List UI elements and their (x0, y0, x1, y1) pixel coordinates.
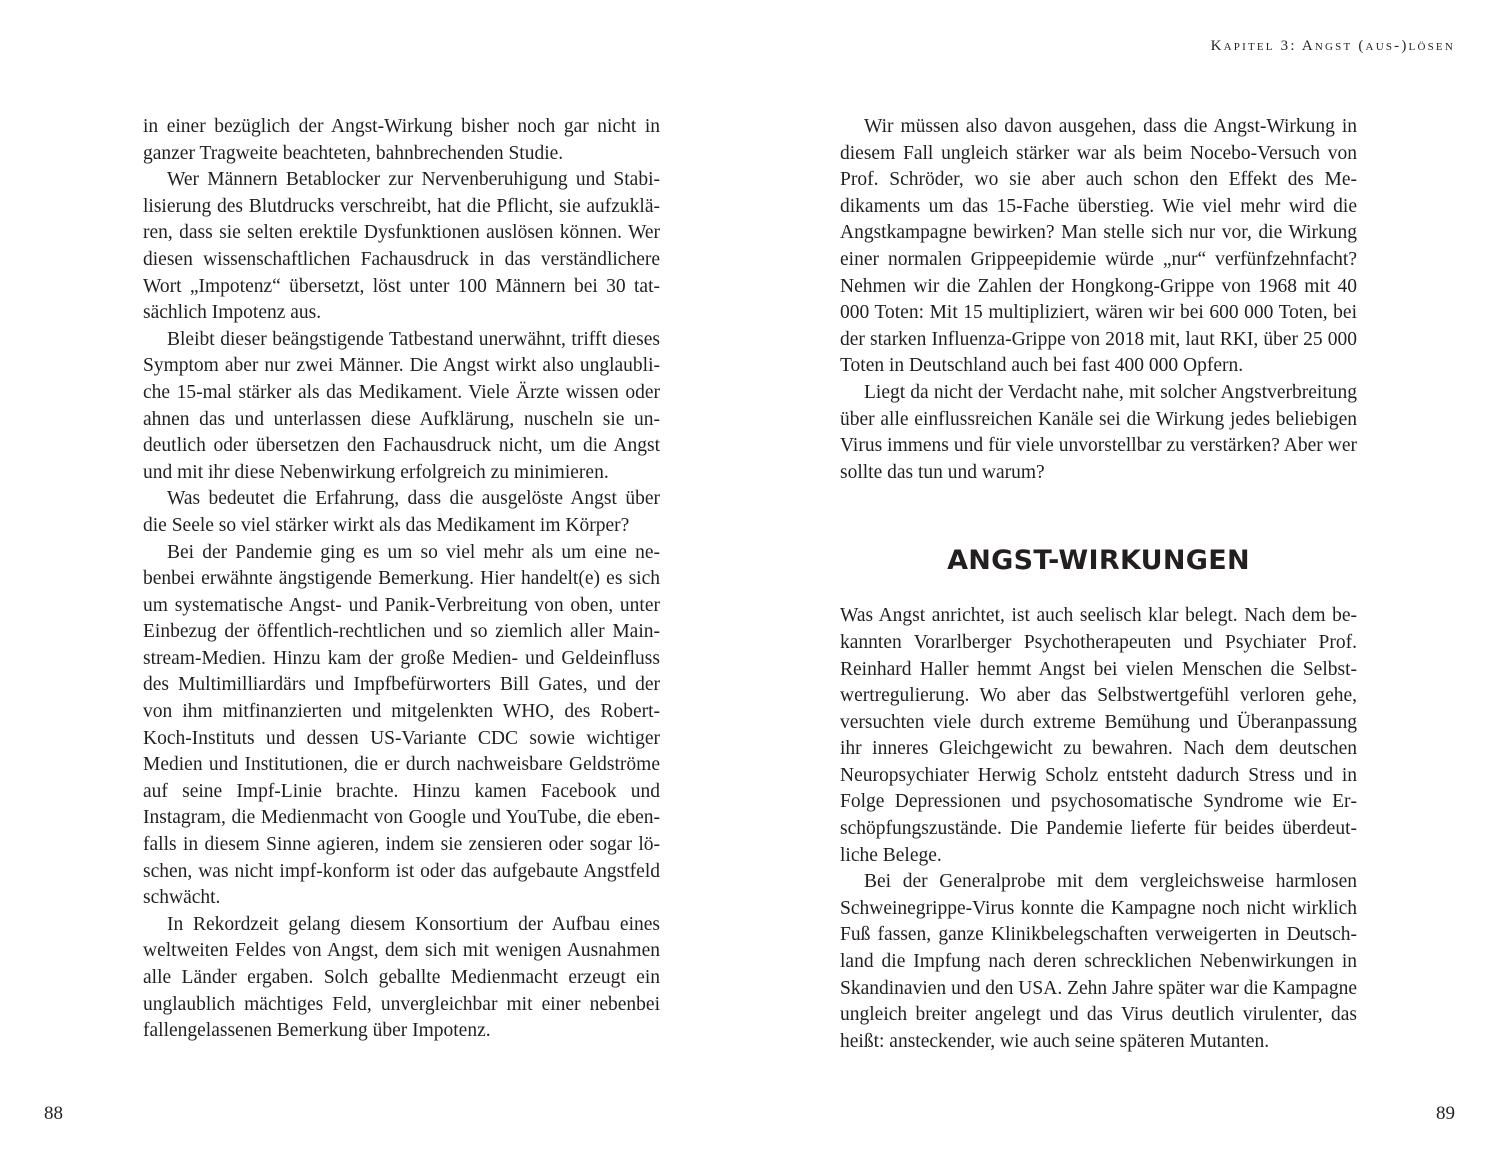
right-page-text (840, 114, 1357, 1055)
paragraph: Liegt da nicht der Verdacht nahe, mit solcher Angstverbreitung über alle einflussreichen Kanäle sei die Wirkung jedes beliebigen Virus immens und für viele unvorstellbar zu verstärken? Aber wer sollte das tun und warum? (840, 381, 1357, 483)
paragraph: Was Angst anrichtet, ist auch seelisch klar belegt. Nach dem bekannten Vorarlberger Psychotherapeuten und Psychiater Prof. Reinhard Haller hemmt Angst bei vielen Menschen die Selbstwertregulierung. Wo aber das Selbstwertgefühl verloren gehe, versuchten viele durch extreme Bemühung und Überanpassung ihr inneres Gleichgewicht zu bewahren. Nach dem deutschen Neuropsychiater Herwig Scholz entsteht dadurch Stress und in Folge Depressionen und psychosomatische Syndrome wie Erschöpfungszustände. Die Pandemie lieferte für beides überdeutliche Belege. (840, 605, 1357, 866)
running-head: Kapitel 3: Angst (aus-)lösen (1210, 38, 1455, 54)
paragraph: Bei der Pandemie ging es um so viel mehr als um eine nebenbei erwähnte ängstigende Bemerkung. Hier handelt(e) es sich um systematische Angst- und Panik-Verbreitung von oben, unter Einbezug der öffentlich-rechtlichen und so ziemlich aller Mainstream-Medien. Hinzu kam der große Medien- und Geldeinfluss des Multimilliardärs und Impfbefürworters Bill Gates, und der von ihm mitfinanzierten und mitgelenkten WHO, des Robert-Koch-Instituts und dessen US-Variante CDC sowie wichtiger Medien und Institutionen, die er durch nachweisbare Geldströme auf seine Impf-Linie brachte. Hinzu kamen Facebook und Instagram, die Medienmacht von Google und YouTube, die ebenfalls in diesem Sinne agieren, indem sie zensieren oder sogar löschen, was nicht impf-konform ist oder das aufgebaute Angstfeld schwächt. (143, 541, 660, 909)
paragraph: Wer Männern Betablocker zur Nervenberuhigung und Stabilisierung des Blutdrucks verschreibt, hat die Pflicht, sie aufzuklären, dass sie selten erektile Dysfunktionen auslösen können. Wer diesen wissenschaftlichen Fachausdruck in das verständlichere Wort „Impotenz“ übersetzt, löst unter 100 Männern bei 30 tatsächlich Impotenz aus. (143, 169, 660, 324)
left-page-text (143, 114, 660, 1045)
section-heading: ANGST-WIRKUNGEN (947, 545, 1250, 577)
page-number-left: 88 (44, 1103, 63, 1124)
paragraph: Bleibt dieser beängstigende Tatbestand unerwähnt, trifft dieses Symptom aber nur zwei Männer. Die Angst wirkt also unglaubliche 15-mal stärker als das Medikament. Viele Ärzte wissen oder ahnen das und unterlassen diese Aufklärung, nuscheln sie undeutlich oder übersetzen den Fachausdruck nicht, um die Angst und mit ihr diese Nebenwirkung erfolgreich zu minimieren. (143, 328, 660, 483)
paragraph: In Rekordzeit gelang diesem Konsortium der Aufbau eines weltweiten Feldes von Angst, dem sich mit wenigen Ausnahmen alle Länder ergaben. Solch geballte Medienmacht erzeugt ein unglaublich mächtiges Feld, unvergleichbar mit einer nebenbei fallengelassenen Bemerkung über Impotenz. (143, 913, 660, 1042)
page-number-right: 89 (1436, 1103, 1455, 1124)
paragraph: Was bedeutet die Erfahrung, dass die ausgelöste Angst über die Seele so viel stärker wirkt als das Medikament im Körper? (143, 488, 660, 536)
paragraph: Wir müssen also davon ausgehen, dass die Angst-Wirkung in diesem Fall ungleich stärker war als beim Nocebo-Versuch von Prof. Schröder, wo sie aber auch schon den Effekt des Medikaments um das 15-Fache überstieg. Wie viel mehr wird die Angstkampagne bewirken? Man stelle sich nur vor, die Wirkung einer normalen Grippeepidemie würde „nur“ verfünfzehnfacht? Nehmen wir die Zahlen der Hongkong-Grippe von 1968 mit 40 000 Toten: Mit 15 multipliziert, wären wir bei 600 000 Toten, bei der starken Influenza-Grippe von 2018 mit, laut RKI, über 25 000 Toten in Deutschland auch bei fast 400 000 Opfern. (840, 116, 1357, 377)
paragraph: Bei der Generalprobe mit dem vergleichsweise harmlosen Schweinegrippe-Virus konnte die Kampagne noch nicht wirklich Fuß fassen, ganze Klinikbelegschaften verweigerten in Deutschland die Impfung nach deren schrecklichen Nebenwirkungen in Skandinavien und den USA. Zehn Jahre später war die Kampagne ungleich breiter angelegt und das Virus deutlich virulenter, das heißt: ansteckender, wie auch seine späteren Mutanten. (840, 871, 1357, 1052)
paragraph: in einer bezüglich der Angst-Wirkung bisher noch gar nicht in ganzer Tragweite beachteten, bahnbrechenden Studie. (143, 116, 660, 164)
